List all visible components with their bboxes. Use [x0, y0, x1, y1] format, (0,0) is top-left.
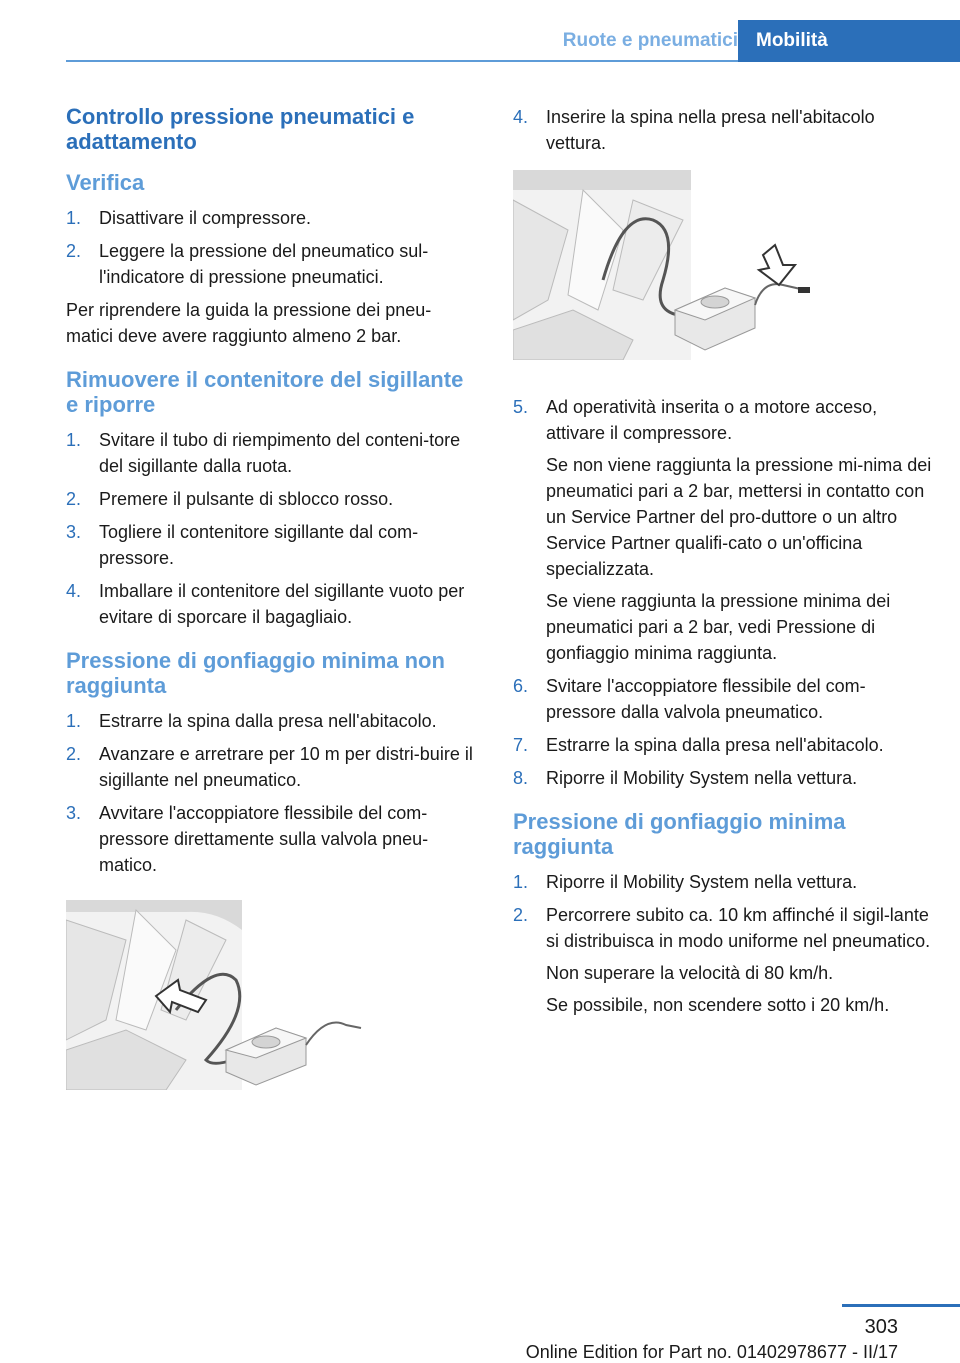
- page-number: 303: [864, 1316, 898, 1338]
- plug-compressor-illustration: [513, 170, 823, 360]
- raggiunta-steps: [513, 869, 933, 1018]
- step-number: 6.: [513, 676, 529, 696]
- list-item: [66, 486, 474, 512]
- step-number: 1.: [66, 208, 82, 228]
- step-number: 4.: [66, 581, 82, 601]
- step-subparagraph: Non superare la velocità di 80 km/h.: [546, 963, 834, 983]
- step-number: 1.: [66, 430, 82, 450]
- list-item: [513, 902, 933, 1018]
- step-text: Leggere la pressione del pneumatico sul-l'indicatore di pressione pneumatici.: [99, 241, 429, 287]
- step-subparagraph: Se non viene raggiunta la pressione mi-nima dei pneumatici pari a 2 bar, mettersi in contatto con un Service Partner del pro-duttore o un altro Service Partner qualifi-cato o un'officina specializzata.: [546, 455, 932, 579]
- step-number: 2.: [66, 744, 82, 764]
- step-text: Estrarre la spina dalla presa nell'abitacolo.: [99, 711, 437, 731]
- after-figure-steps: [513, 394, 933, 791]
- heading-raggiunta: Pressione di gonfiaggio minima raggiunta: [513, 809, 846, 859]
- verifica-note: Per riprendere la guida la pressione dei pneu-matici deve avere raggiunto almeno 2 bar.: [66, 300, 432, 346]
- list-item: [513, 765, 933, 791]
- figure-compressor-plug: [513, 170, 933, 360]
- step-text: Riporre il Mobility System nella vettura.: [546, 872, 858, 892]
- page-footer: [0, 1304, 960, 1362]
- list-item: [66, 427, 474, 479]
- step-text: Ad operatività inserita o a motore acceso, attivare il compressore.: [546, 397, 878, 443]
- list-item: [513, 869, 933, 895]
- step-number: 2.: [513, 905, 529, 925]
- non-raggiunta-steps: [66, 708, 474, 878]
- right-column: [513, 104, 933, 1025]
- list-item: [513, 394, 933, 666]
- list-item: [66, 800, 474, 878]
- step-number: 3.: [66, 522, 82, 542]
- step-number: 3.: [66, 803, 82, 823]
- step-text: Inserire la spina nella presa nell'abitacolo vettura.: [546, 107, 875, 153]
- list-item: [66, 741, 474, 793]
- step-text: Svitare il tubo di riempimento del conteni-tore del sigillante dalla ruota.: [99, 430, 461, 476]
- step-subparagraph: Se possibile, non scendere sotto i 20 km/h.: [546, 995, 890, 1015]
- list-item: [66, 578, 474, 630]
- step-subparagraph: Se viene raggiunta la pressione minima dei pneumatici pari a 2 bar, vedi Pressione di gonfiaggio minima raggiunta.: [546, 591, 891, 663]
- step-number: 4.: [513, 107, 529, 127]
- header-chapter-tab: [738, 20, 960, 62]
- step-number: 1.: [513, 872, 529, 892]
- heading-verifica: Verifica: [66, 170, 145, 195]
- heading-rimuovere: Rimuovere il contenitore del sigillante e riporre: [66, 367, 464, 417]
- list-item: [513, 104, 933, 156]
- left-column: [66, 104, 474, 1110]
- page-header: [0, 0, 960, 62]
- heading-non-raggiunta: Pressione di gonfiaggio minima non raggiunta: [66, 648, 445, 698]
- list-item: [66, 238, 474, 290]
- header-section-title: Ruote e pneumatici: [562, 30, 738, 51]
- list-item: [66, 205, 474, 231]
- figure-compressor-valve: [66, 900, 474, 1090]
- step-number: 8.: [513, 768, 529, 788]
- list-item: [66, 708, 474, 734]
- step-text: Avanzare e arretrare per 10 m per distri-buire il sigillante nel pneumatico.: [99, 744, 473, 790]
- step-text: Avvitare l'accoppiatore flessibile del com-pressore direttamente sulla valvola pneu-matico.: [99, 803, 429, 875]
- step-text: Estrarre la spina dalla presa nell'abitacolo.: [546, 735, 884, 755]
- verifica-steps: [66, 205, 474, 290]
- step-number: 2.: [66, 241, 82, 261]
- step-text: Premere il pulsante di sblocco rosso.: [99, 489, 394, 509]
- rimuovere-steps: [66, 427, 474, 630]
- continued-steps: [513, 104, 933, 156]
- step-number: 5.: [513, 397, 529, 417]
- section-title: Controllo pressione pneumatici e adattamento: [66, 104, 415, 154]
- step-text: Disattivare il compressore.: [99, 208, 312, 228]
- step-number: 1.: [66, 711, 82, 731]
- list-item: [513, 673, 933, 725]
- list-item: [66, 519, 474, 571]
- step-text: Togliere il contenitore sigillante dal com-pressore.: [99, 522, 419, 568]
- step-text: Riporre il Mobility System nella vettura.: [546, 768, 858, 788]
- step-text: Svitare l'accoppiatore flessibile del com-pressore dalla valvola pneumatico.: [546, 676, 866, 722]
- edition-text: Online Edition for Part no. 01402978677 - II/17: [525, 1342, 898, 1362]
- step-number: 7.: [513, 735, 529, 755]
- step-number: 2.: [66, 489, 82, 509]
- step-text: Imballare il contenitore del sigillante vuoto per evitare di sporcare il bagagliaio.: [99, 581, 465, 627]
- step-text: Percorrere subito ca. 10 km affinché il sigil-lante si distribuisca in modo uniforme nel pneumatico.: [546, 905, 931, 951]
- footer-rule: [842, 1304, 960, 1307]
- header-chapter-label: Mobilità: [756, 30, 828, 51]
- list-item: [513, 732, 933, 758]
- wheel-compressor-illustration: [66, 900, 366, 1090]
